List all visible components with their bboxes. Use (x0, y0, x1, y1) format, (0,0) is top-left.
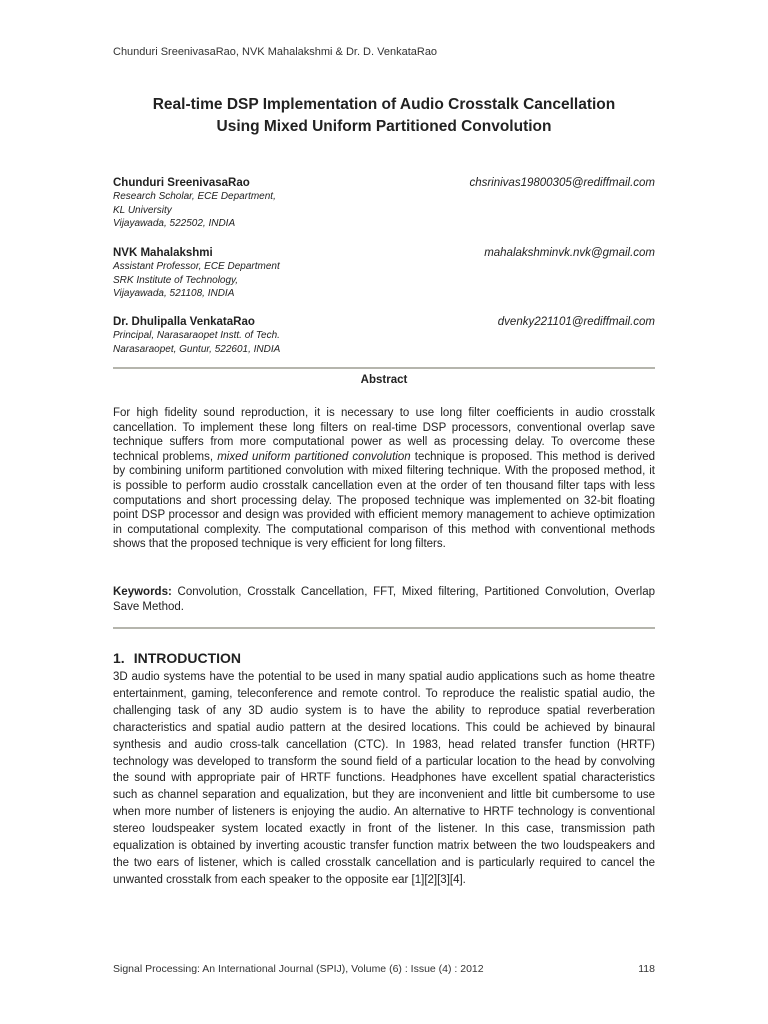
abstract-text-part: For high fidelity sound reproduction, it is necessary to use long filter coefficients in audio crosstalk cancellation. To implement these long filters on real-time DSP processors, conventional overlap save technique suffers from more computational power as well as processing delay. To overcome these technical problems, (113, 407, 655, 463)
keywords-text: Convolution, Crosstalk Cancellation, FFT, Mixed filtering, Partitioned Convolution, Overlap Save Method. (113, 586, 655, 613)
author-affiliation-line: Principal, Narasaraopet Instt. of Tech. (113, 330, 280, 341)
introduction-text: 3D audio systems have the potential to be used in many spatial audio applications such as home theatre entertainment, gaming, teleconference and remote control. To reproduce the realistic spatial audio, the challenging task of any 3D audio system is to have the ability to reproduce spatial reverberation characteristics and spatial audio pattern at the desired locations. This could be achieved by binaural synthesis and audio cross-talk cancellation (CTC). In 1983, head related transfer function (HRTF) technology was developed to transform the sound field of a particular location to the head by convolving the sound with appropriate pair of HRTF functions. Headphones have excellent spatial characteristics such as channel separation and equalization, but they are inconvenient and little bit cumbersome to use when more number of listeners is enjoying the audio. An alternative to HRTF technology is conventional stereo loudspeaker system located exactly in front of the listener. In this case, transmission path equalization is obtained by inverting acoustic transfer function matrix between the two loudspeakers and the two ears of listener, which is called crosstalk cancellation and is particularly required to cancel the unwanted crosstalk from each speaker to the opposite ear [1][2][3][4]. (113, 671, 655, 886)
author-name: NVK Mahalakshmi (113, 247, 213, 259)
abstract-heading: Abstract (360, 374, 408, 386)
abstract-top-rule (113, 367, 655, 369)
keywords-label: Keywords: (113, 586, 172, 598)
abstract-text (113, 406, 655, 552)
author-block-1 (113, 176, 655, 231)
author-block-2 (113, 246, 655, 301)
page-number: 118 (638, 963, 655, 975)
paper-title (100, 94, 668, 138)
abstract-text-part: technique is proposed. This method is derived by combining uniform partitioned convolution with mixed filtering technique. With the proposed method, it is possible to perform audio crosstalk cancellation even at the order of ten thousand filter taps with less computations and short processing delay. The proposed technique was implemented on 32-bit floating point DSP processor and design was provided with efficient memory management to achieve optimization in computational complexity. The computational comparison of this method with conventional methods shows that the proposed technique is very efficient for long filters. (113, 450, 655, 551)
author-email[interactable]: chsrinivas19800305@rediffmail.com (469, 177, 655, 189)
running-head: Chunduri SreenivasaRao, NVK Mahalakshmi & Dr. D. VenkataRao (113, 46, 438, 58)
author-affiliation-line: SRK Institute of Technology, (113, 274, 239, 286)
keywords (113, 585, 655, 614)
author-affiliation-line: Vijayawada, 521108, INDIA (113, 288, 235, 299)
footer-journal: Signal Processing: An International Journal (SPIJ), Volume (6) : Issue (4) : 2012 (113, 963, 484, 975)
author-affiliation-line: KL University (113, 204, 172, 216)
author-email[interactable]: mahalakshminvk.nvk@gmail.com (484, 247, 655, 259)
author-affiliation-line: Narasaraopet, Guntur, 522601, INDIA (113, 343, 281, 355)
section-heading-introduction (113, 650, 241, 666)
author-affiliation-line: Research Scholar, ECE Department, (113, 191, 276, 202)
title-line-1: Real-time DSP Implementation of Audio Crosstalk Cancellation (152, 96, 616, 113)
author-email[interactable]: dvenky221101@rediffmail.com (497, 316, 655, 328)
author-name: Dr. Dhulipalla VenkataRao (113, 316, 255, 328)
abstract-emphasis: mixed uniform partitioned convolution (217, 450, 411, 463)
section-number: 1. (113, 650, 125, 666)
author-block-3 (113, 315, 655, 356)
abstract-bottom-rule (113, 627, 655, 629)
author-affiliation-line: Assistant Professor, ECE Department (113, 261, 280, 272)
author-name: Chunduri SreenivasaRao (113, 177, 250, 189)
section-title: INTRODUCTION (133, 650, 242, 666)
title-line-2: Using Mixed Uniform Partitioned Convolution (216, 118, 552, 135)
author-affiliation-line: Vijayawada, 522502, INDIA (113, 218, 236, 229)
